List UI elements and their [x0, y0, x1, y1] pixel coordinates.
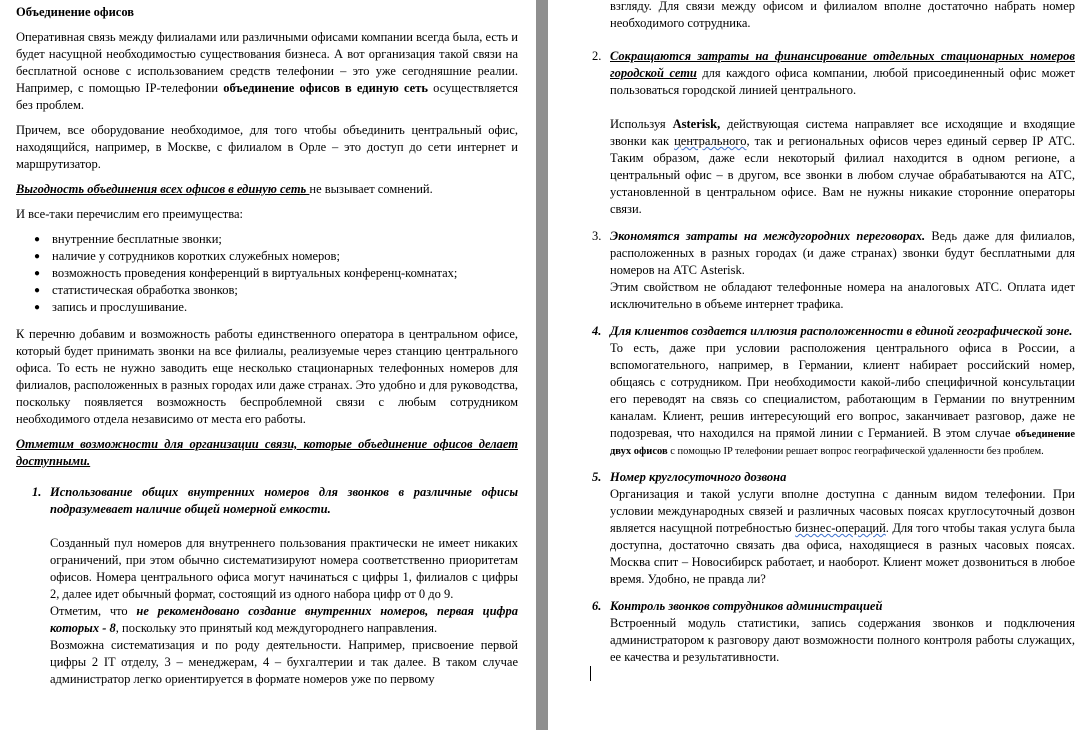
item-paragraph: [610, 228, 1075, 279]
bold-text-run: объединение офисов в единую сеть: [223, 81, 428, 95]
paragraph-list-intro: И все-таки перечислим его преимущества:: [16, 207, 243, 221]
item-paragraph: Встроенный модуль статистики, запись содержания звонков и подключения администратором к разговору дают возможности полного контроля работы служащих, ее качества и результативности.: [610, 616, 1075, 664]
bold-italic-run: Экономятся затраты на междугородних переговорах.: [610, 229, 926, 243]
bullet-text: статистическая обработка звонков;: [52, 283, 238, 297]
text-run: Ведь даже для филиалов, расположенных в разных городах (и даже странах) звонки будут бесплатными для номеров на АТС Asterisk.: [610, 229, 1075, 277]
item-number: 2.: [592, 49, 602, 63]
document-page-right[interactable]: [548, 0, 1089, 730]
text-run: , поскольку это принятый код междугороднего направления.: [115, 621, 438, 635]
bold-italic-underlined-run: Сокращаются затраты на финансирование отдельных стационарных номеров городской сети: [610, 49, 1075, 80]
document-title: Объединение офисов: [16, 5, 135, 19]
text-run: Оперативная связь между филиалами или различными офисами компании всегда была, есть и будет насущной необходимостью существования бизнеса. А вот организация такой связи на бесплатной основе с использованием средств телефонии – это уже сегодняшние реалии. Например, с помощью IP-телефонии: [16, 30, 518, 95]
text-run: Отметим, что: [50, 604, 137, 618]
item-heading: [610, 48, 1075, 99]
numbered-item-6: [576, 598, 1075, 666]
bullet-icon: ●: [34, 234, 41, 245]
document-page-left[interactable]: [0, 0, 536, 730]
bold-text-run: объединение двух офисов: [610, 429, 1075, 457]
item-paragraph: Возможна систематизация и по роду деятельности. Например, присвоение первой цифры 2 IT отделу, 3 – менеджерам, 4 – бухгалтерии и так далее. В таком случае администратор легко ориентируется в формате номеров уже по первому: [50, 638, 518, 686]
item-heading: Использование общих внутренних номеров для звонков в различные офисы подразумевает наличие общей номерной емкости.: [50, 485, 518, 516]
bullet-item: [34, 282, 518, 299]
paragraph-capabilities-heading: Отметим возможности для организации связи, которые объединение офисов делает доступными.: [16, 437, 518, 468]
bullet-item: [34, 265, 518, 282]
item-paragraph: [610, 486, 1075, 588]
paragraph-operator: К перечню добавим и возможность работы единственного оператора в центральном офисе, который будет принимать звонки на все филиалы, реализуемые через станцию центрального офиса. То есть не нужно заводить еще несколько стационарных телефонных номеров для филиалов, расположенных в разных городах или даже странах. Это удобно и для руководства, поскольку появляется возможность беспроблемной связи с любым сотрудником необходимого отдела независимо от места его работы.: [16, 327, 518, 426]
bullet-item: [34, 248, 518, 265]
item-heading: Контроль звонков сотрудников администрацией: [610, 599, 883, 613]
benefits-bullet-list: [16, 231, 518, 316]
text-run: не вызывает сомнений.: [309, 182, 433, 196]
text-run: То есть, даже при условии расположения центрального офиса в России, а вспомогательного, например, в Германии, клиент набирает российский номер, общаясь с сотрудником. При необходимости какой-либо специфичной консультации его переводят на связь со специалистом, работающим в Германии по внутренним каналам. Клиент, решив интересующий его вопрос, заканчивает разговор, даже не подозревая, что находился на прямой линии с Германией. В этом случае: [610, 341, 1075, 440]
item-number: 6.: [592, 599, 602, 613]
bullet-text: возможность проведения конференций в виртуальных конференц-комнатах;: [52, 266, 458, 280]
spellcheck-underlined-word: центрального: [674, 134, 747, 148]
numbered-item-3: [576, 228, 1075, 313]
item-number: 3.: [592, 229, 602, 243]
text-run: Организация и такой услуги вполне доступна с данным видом телефонии. При условии международных связей и различных часовых поясах круглосуточный дозвон является насущной потребностью: [610, 487, 1075, 535]
item-number: 1.: [32, 485, 42, 499]
bullet-text: наличие у сотрудников коротких служебных номеров;: [52, 249, 340, 263]
text-run: осуществляется без проблем.: [16, 81, 519, 112]
bold-text-run: Asterisk,: [672, 117, 721, 131]
bullet-item: [34, 299, 518, 316]
text-run: действующая система направляет все исходящие и входящие звонки как: [610, 117, 1076, 148]
bullet-text: внутренние бесплатные звонки;: [52, 232, 222, 246]
item-paragraph: [610, 116, 1075, 218]
bold-italic-underlined-run: Выгодность объединения всех офисов в единую сеть: [16, 182, 310, 196]
bullet-icon: ●: [34, 268, 41, 279]
item-paragraph: Созданный пул номеров для внутреннего пользования практически не имеет никаких ограничений, при этом обычно систематизируют номера соответственно приоритетам офисов. Номера центрального офиса могут начинаться с цифры 1, филиалов с цифры 2, далее идет обычный формат, состоящий из одного набора цифр от 0 до 9.: [50, 536, 518, 601]
item-number: 4.: [592, 324, 602, 338]
numbered-item-5: [576, 469, 1075, 588]
bullet-item: [34, 231, 518, 248]
item-paragraph: [50, 603, 518, 637]
text-run: , так и региональных офисов через единый сервер IP АТС. Таким образом, даже если некоторый филиал находится в одном регионе, а центральный офис – в другом, все звонки в любом случае обрабатываются на АТС, установленной в центральном офисе. Вам не нужны никакие сторонние операторы связи.: [610, 134, 1075, 216]
text-run: . Для того чтобы такая услуга была доступна, достаточно связать два офиса, находящиеся в разных часовых поясах. Москва спит – Новосибирск работает, и наоборот. Клиент может дозвониться в любое время. Удобно, не правда ли?: [610, 521, 1075, 586]
item-paragraph: [610, 340, 1075, 459]
paragraph-benefit: [16, 181, 518, 198]
bullet-icon: ●: [34, 251, 41, 262]
spellcheck-underlined-word: бизнес-операций: [795, 521, 886, 535]
numbered-item-1-continued: [576, 0, 1075, 32]
text-run: Используя: [610, 117, 673, 131]
text-cursor: [590, 666, 591, 681]
bullet-text: запись и прослушивание.: [52, 300, 188, 314]
item-number: 5.: [592, 470, 602, 484]
item-paragraph: взгляду. Для связи между офисом и филиалом вполне достаточно набрать номер необходимого сотрудника.: [610, 0, 1075, 30]
item-paragraph: Этим свойством не обладают телефонные номера на аналоговых АТС. Оплата идет исключительно в объеме интернет трафика.: [610, 280, 1075, 311]
paragraph-intro: [16, 29, 518, 114]
bullet-icon: ●: [34, 302, 41, 313]
numbered-item-2: [576, 48, 1075, 218]
numbered-item-4: [576, 323, 1075, 459]
numbered-item-1: [16, 484, 518, 688]
item-heading: Для клиентов создается иллюзия расположенности в единой географической зоне.: [610, 324, 1073, 338]
bullet-icon: ●: [34, 285, 41, 296]
page-gap: [536, 0, 548, 730]
item-heading: Номер круглосуточного дозвона: [610, 470, 787, 484]
text-run: для каждого офиса компании, любой присоединенный офис может пользоваться городской линией центрального.: [610, 66, 1076, 97]
bold-italic-run: не рекомендовано создание внутренних номеров, первая цифра которых - 8: [50, 604, 518, 635]
paragraph-equipment: Причем, все оборудование необходимое, для того чтобы объединить центральный офис, находящийся, например, в Москве, с филиалом в Орле – это доступ до сети интернет и маршрутизатор.: [16, 123, 518, 171]
small-text-run: с помощью IP телефонии решает вопрос географической удаленности без проблем.: [667, 446, 1044, 457]
